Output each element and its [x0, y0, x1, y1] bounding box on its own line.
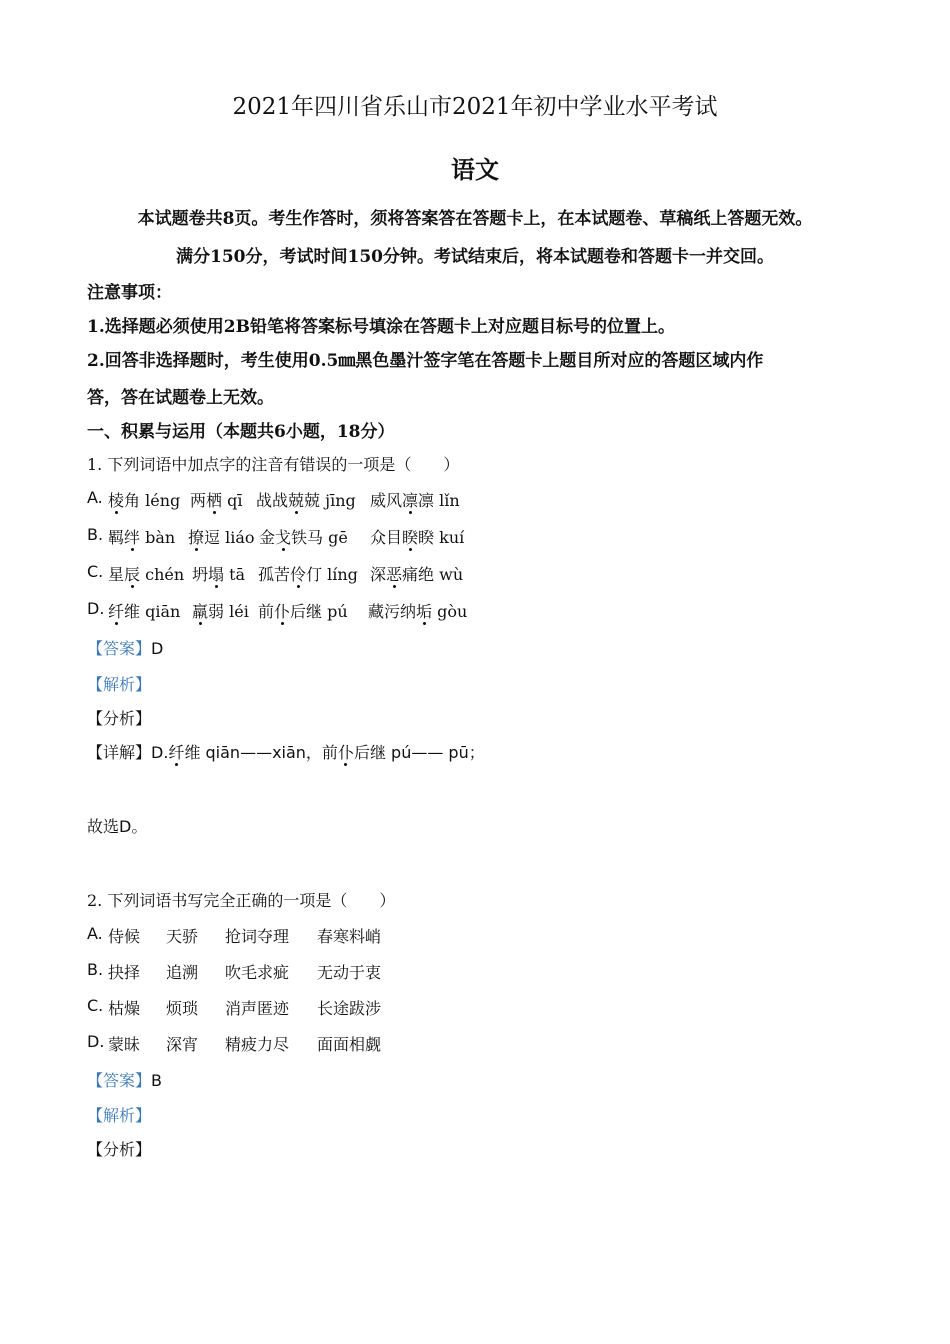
q2-option-c — [87, 996, 103, 1015]
dotted-char: 撩 — [188, 525, 204, 548]
q2-a-word-4: 春寒料峭 — [317, 927, 382, 946]
q1-option-a — [87, 488, 103, 507]
q2-a-word-2: 天骄 — [166, 927, 199, 946]
q2-stem: 2. 下列词语书写完全正确的一项是（ ） — [87, 891, 396, 910]
option-label: D. — [87, 1032, 105, 1051]
instruction-line-1: 本试题卷共8页。考生作答时，须将答案答在答题卡上，在本试题卷、草稿纸上答题无效。 — [137, 209, 813, 229]
dotted-char: 棱 — [108, 488, 124, 511]
q1-d-item-3: 前仆后继 pú — [258, 599, 348, 622]
q1-answer — [87, 636, 163, 659]
q2-d-word-4: 面面相觑 — [317, 1035, 382, 1054]
q1-d-item-1: 纤维 qiān — [108, 599, 180, 622]
q2-option-a — [87, 924, 103, 943]
q1-c-item-3: 孤苦伶仃 líng — [258, 562, 358, 585]
dotted-char: 仆 — [338, 740, 354, 763]
option-label: D. — [87, 599, 105, 618]
q1-c-item-4: 深恶痛绝 wù — [370, 562, 463, 585]
answer-tag: 【答案】 — [87, 1071, 152, 1090]
q1-d-item-2: 羸弱 léi — [192, 599, 249, 622]
dotted-char: 栖 — [206, 488, 222, 511]
option-label: B. — [87, 525, 104, 544]
answer-tag: 【答案】 — [87, 639, 152, 658]
note-2-line-1: 2.回答非选择题时，考生使用0.5㎜黑色墨汁签字笔在答题卡上题目所对应的答题区域内作 — [87, 351, 764, 371]
option-label: A. — [87, 488, 103, 507]
q1-b-item-2: 撩逗 liáo — [188, 525, 255, 548]
dotted-char: 塌 — [208, 562, 224, 585]
q1-option-d — [87, 599, 104, 618]
q2-option-b — [87, 960, 103, 979]
q2-b-word-3: 吹毛求疵 — [225, 963, 290, 982]
instruction-line-2: 满分150分，考试时间150分钟。考试结束后，将本试题卷和答题卡一并交回。 — [176, 247, 774, 267]
q1-b-item-4: 众目睽睽 kuí — [370, 525, 464, 548]
q1-a-item-4: 威风凛凛 lǐn — [370, 488, 460, 511]
q1-conclusion: 故选D。 — [87, 817, 148, 836]
option-label: C. — [87, 562, 104, 581]
q1-d-item-4: 藏污纳垢 gòu — [368, 599, 467, 622]
q2-answer — [87, 1068, 162, 1091]
dotted-char: 戈 — [275, 525, 291, 548]
q2-b-word-2: 追溯 — [166, 963, 199, 982]
note-1: 1.选择题必须使用2B铅笔将答案标号填涂在答题卡上对应题目标号的位置上。 — [87, 317, 675, 337]
notes-heading: 注意事项： — [87, 283, 172, 303]
dotted-char: 睽 — [402, 525, 418, 548]
q2-a-word-1: 侍候 — [108, 927, 141, 946]
q2-analysis-tag: 【解析】 — [87, 1106, 152, 1125]
q1-option-b — [87, 525, 103, 544]
answer-value: B — [151, 1071, 162, 1090]
q1-analysis-tag: 【解析】 — [87, 675, 152, 694]
dotted-char: 辰 — [124, 562, 140, 585]
q2-d-word-2: 深宵 — [166, 1035, 199, 1054]
option-label: C. — [87, 996, 104, 1015]
dotted-char: 绊 — [124, 525, 140, 548]
q2-option-d — [87, 1032, 104, 1051]
dotted-char: 伶 — [290, 562, 306, 585]
q2-c-word-1: 枯燥 — [108, 999, 141, 1018]
q2-c-word-3: 消声匿迹 — [225, 999, 290, 1018]
dotted-char: 垢 — [416, 599, 432, 622]
q2-c-word-2: 烦琐 — [166, 999, 199, 1018]
note-2-line-2: 答，答在试题卷上无效。 — [87, 388, 274, 408]
q1-fenxi-tag: 【分析】 — [87, 709, 152, 728]
q1-c-item-2: 坍塌 tā — [192, 562, 245, 585]
q2-d-word-1: 蒙昧 — [108, 1035, 141, 1054]
answer-value: D — [151, 639, 164, 658]
q2-d-word-3: 精疲力尽 — [225, 1035, 290, 1054]
dotted-char: 恶 — [386, 562, 402, 585]
q2-b-word-1: 抉择 — [108, 963, 141, 982]
q1-stem: 1. 下列词语中加点字的注音有错误的一项是（ ） — [87, 455, 460, 474]
q1-a-item-2: 两栖 qī — [190, 488, 242, 511]
dotted-char: 羸 — [192, 599, 208, 622]
page-title: 2021年四川省乐山市2021年初中学业水平考试 — [232, 94, 718, 120]
q2-fenxi-tag: 【分析】 — [87, 1140, 152, 1159]
q1-a-item-3: 战战兢兢 jīng — [256, 488, 356, 511]
subject-title: 语文 — [451, 155, 499, 184]
q1-c-item-1: 星辰 chén — [108, 562, 184, 585]
detail-tag: 【详解】 — [87, 743, 152, 762]
q1-option-c — [87, 562, 103, 581]
q2-b-word-4: 无动于衷 — [317, 963, 382, 982]
option-label: B. — [87, 960, 104, 979]
dotted-char: 纤 — [108, 599, 124, 622]
dotted-char: 仆 — [274, 599, 290, 622]
q1-detail: 【详解】D.纤维 qiān——xiān，前仆后继 pú—— pū； — [87, 740, 485, 763]
dotted-char: 纤 — [168, 740, 184, 763]
option-label: A. — [87, 924, 103, 943]
q1-b-item-3: 金戈铁马 gē — [259, 525, 348, 548]
q2-c-word-4: 长途跋涉 — [317, 999, 382, 1018]
section-1-heading: 一、积累与运用（本题共6小题，18分） — [87, 422, 395, 442]
dotted-char: 凛 — [402, 488, 418, 511]
q2-a-word-3: 抢词夺理 — [225, 927, 290, 946]
q1-b-item-1: 羁绊 bàn — [108, 525, 175, 548]
q1-a-item-1: 棱角 léng — [108, 488, 180, 511]
dotted-char: 兢 — [288, 488, 304, 511]
